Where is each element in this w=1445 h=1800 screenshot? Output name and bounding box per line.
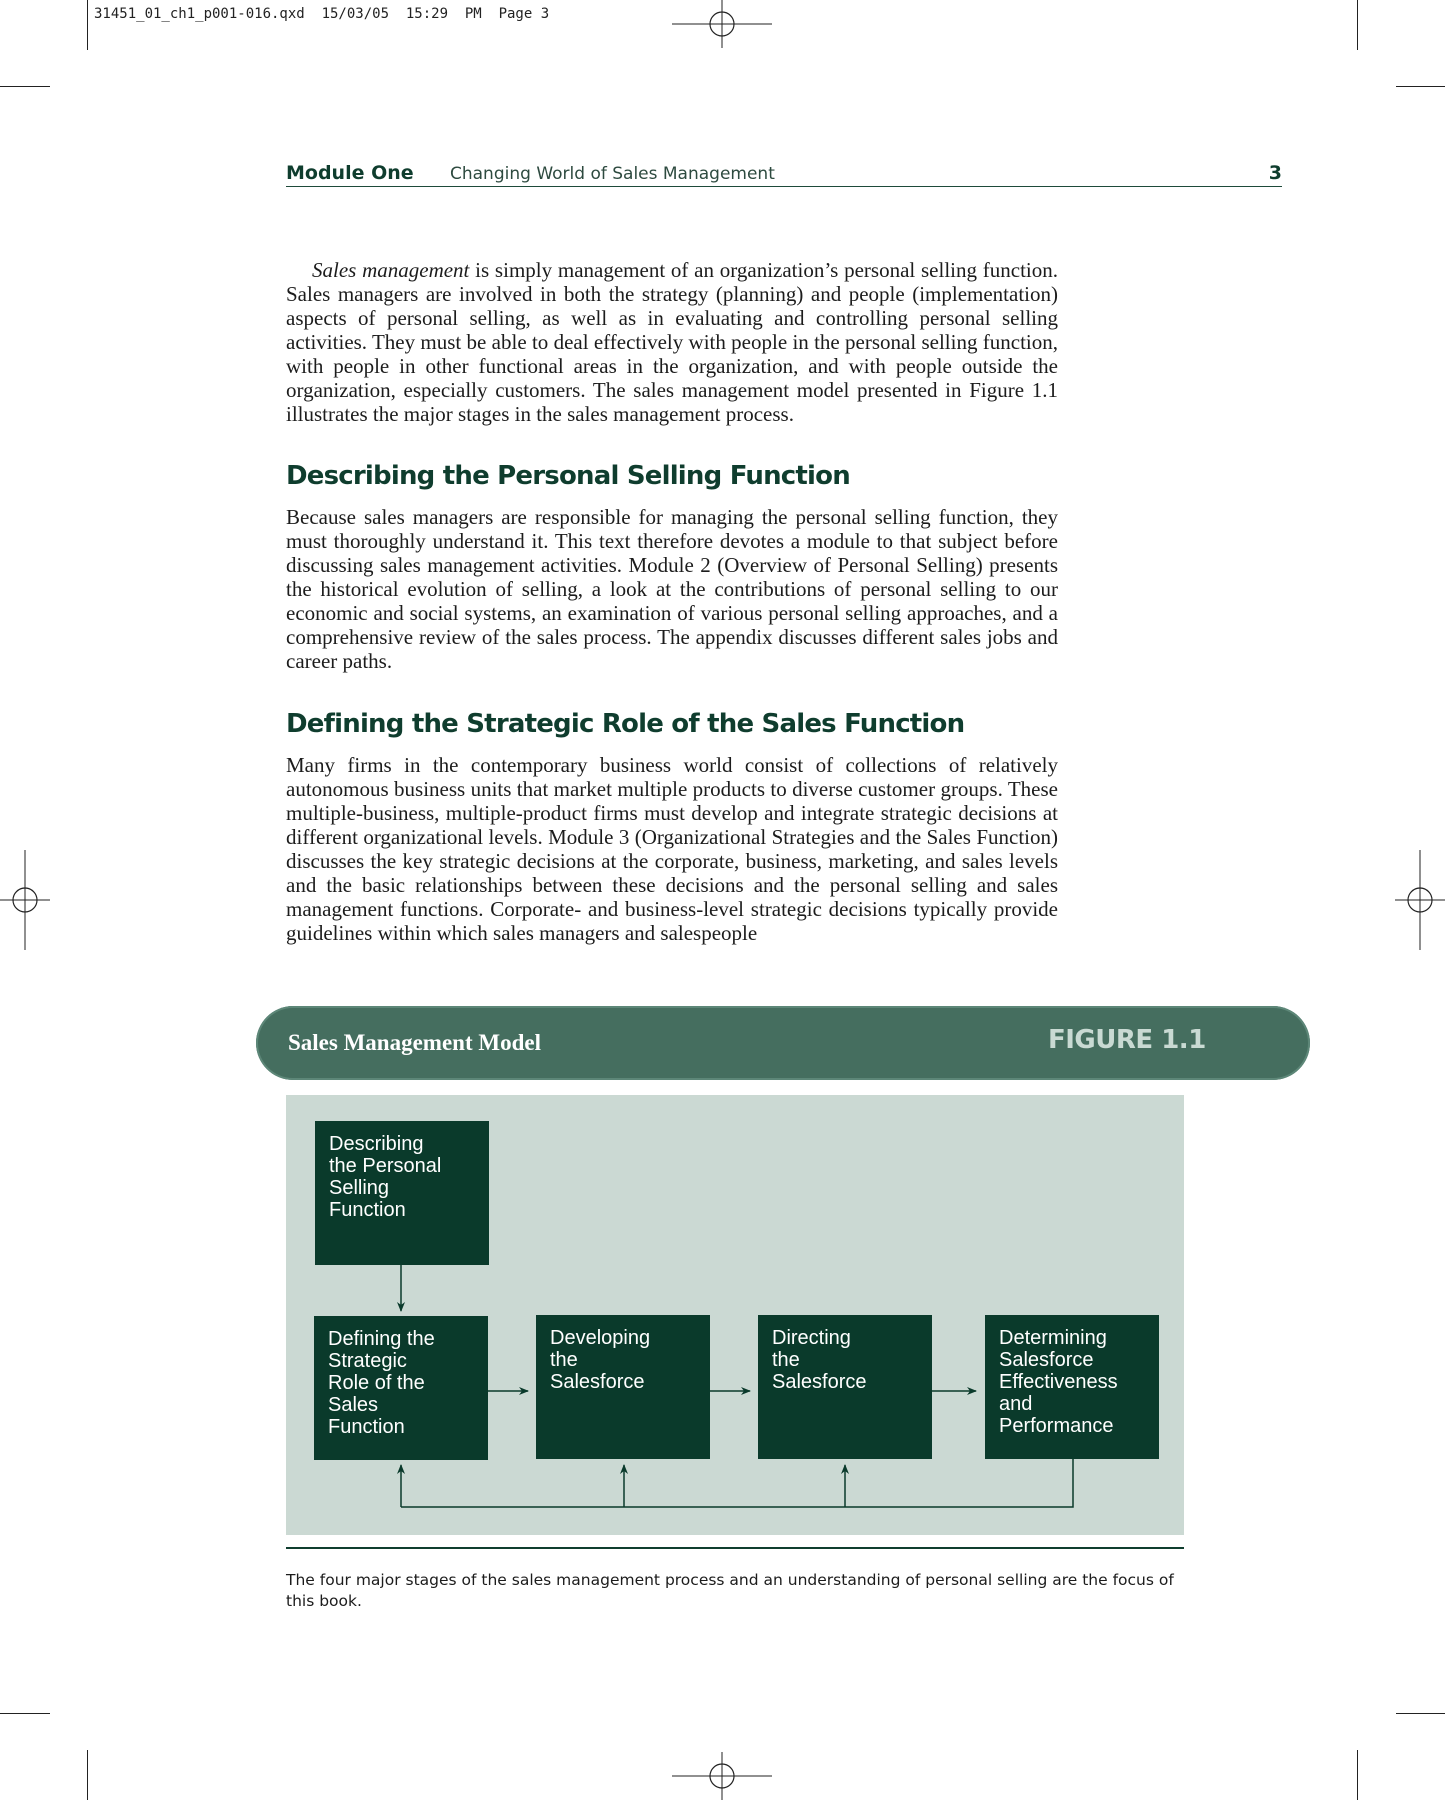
crop-mark — [87, 0, 88, 50]
running-head — [286, 160, 1282, 187]
registration-mark-icon — [1395, 850, 1445, 950]
crop-mark — [1357, 1750, 1358, 1800]
figure-title-bar — [256, 1006, 1310, 1080]
crop-mark — [0, 1713, 50, 1714]
figure-title: Sales Management Model — [288, 1030, 541, 1055]
intro-paragraph — [286, 258, 1058, 426]
crop-mark — [0, 86, 50, 87]
crop-mark — [1396, 86, 1445, 87]
intro-term: Sales management — [312, 258, 470, 282]
registration-mark-icon — [0, 850, 50, 950]
section-body-personal-selling: Because sales managers are responsible for managing the personal selling function, they must thoroughly understand it. This text therefore devotes a module to that subject before discussing sales management activities. Module 2 (Overview of Personal Selling) presents the historical evolution of selling, a look at the contributions of personal selling to our economic and social systems, an examination of various personal selling approaches, and a comprehensive review of the sales process. The appendix discusses different sales jobs and career paths. — [286, 505, 1058, 673]
crop-mark — [1357, 0, 1358, 50]
feedback-loop-line — [401, 1459, 1073, 1507]
crop-mark — [87, 1750, 88, 1800]
registration-mark-icon — [672, 0, 772, 48]
chapter-title: Changing World of Sales Management — [450, 164, 775, 184]
box-defining-strategic-role: Defining the Strategic Role of the Sales Function — [314, 1316, 488, 1460]
figure-caption: The four major stages of the sales management process and an understanding of personal selling are the focus of this book. — [286, 1571, 1174, 1610]
box-developing-salesforce: Developing the Salesforce — [536, 1315, 710, 1459]
section-body-strategic-role: Many firms in the contemporary business world consist of collections of relatively autonomous business units that market multiple products to diverse customer groups. These multiple-business, multiple-product firms must develop and integrate strategic decisions at different organizational levels. Module 3 (Organizational Strategies and the Sales Function) discusses the key strategic decisions at the corporate, business, marketing, and sales levels and the basic relationships between these decisions and the personal selling and sales management functions. Corporate- and business-level strategic decisions typically provide guidelines within which sales managers and salespeople — [286, 753, 1058, 945]
crop-mark — [1396, 1713, 1445, 1714]
section-heading-strategic-role: Defining the Strategic Role of the Sales Function — [286, 709, 965, 739]
figure-diagram-panel — [286, 1095, 1184, 1535]
box-describing-personal-selling: Describing the Personal Selling Function — [315, 1121, 489, 1265]
box-determining-effectiveness: Determining Salesforce Effectiveness and Performance — [985, 1315, 1159, 1459]
page-number: 3 — [1268, 162, 1282, 184]
figure-rule — [286, 1547, 1184, 1549]
registration-mark-icon — [672, 1752, 772, 1800]
figure-label: FIGURE 1.1 — [1048, 1025, 1206, 1055]
section-heading-personal-selling: Describing the Personal Selling Function — [286, 461, 850, 491]
box-directing-salesforce: Directing the Salesforce — [758, 1315, 932, 1459]
printer-slug: 31451_01_ch1_p001-016.qxd 15/03/05 15:29 PM Page 3 — [94, 6, 550, 22]
module-label: Module One — [286, 162, 414, 184]
intro-text: is simply management of an organization’s personal selling function. Sales managers are involved in both the strategy (planning) and people (implementation) aspects of personal selling, as well as in evaluating and controlling personal selling activities. They must be able to deal effectively with people in the personal selling function, with people in other functional areas in the organization, and with people outside the organization, especially customers. The sales management model presented in Figure 1.1 illustrates the major stages in the sales management process. — [286, 258, 1058, 426]
